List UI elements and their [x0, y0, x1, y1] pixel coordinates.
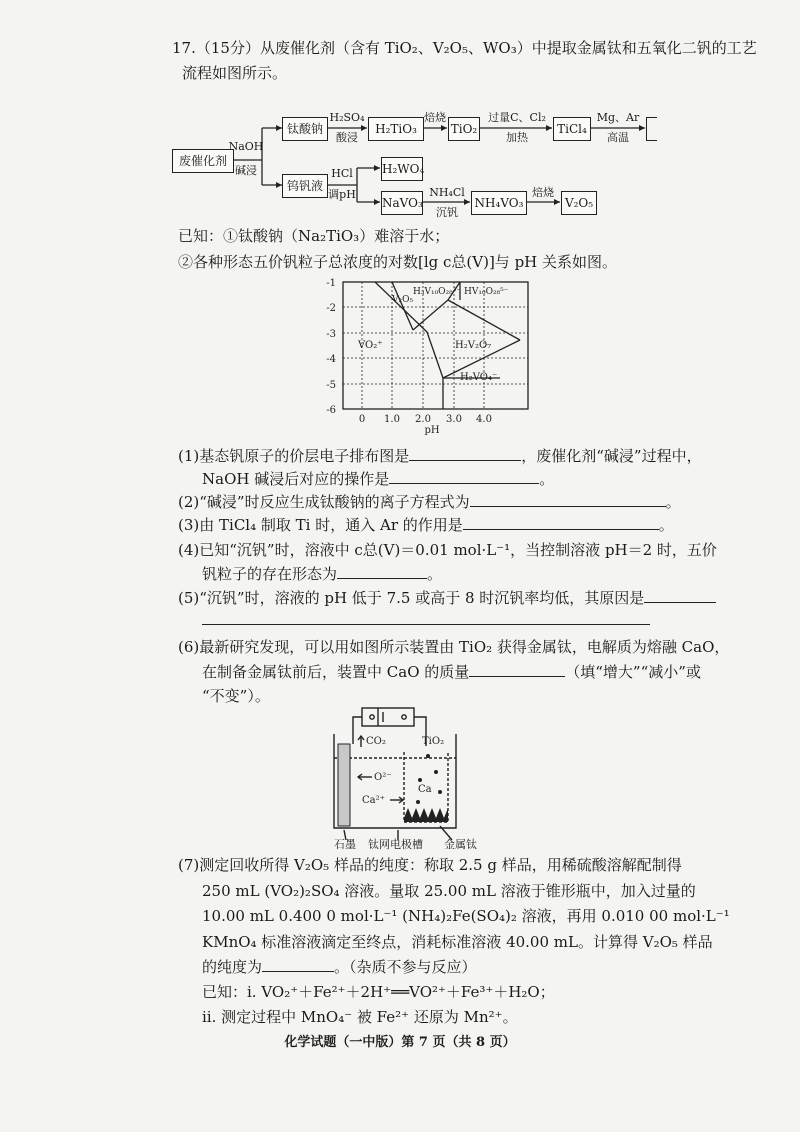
q5-blank-2[interactable]: [202, 624, 650, 625]
q1-blank-2[interactable]: [389, 469, 539, 484]
q7-line2: 250 mL (VO₂)₂SO₄ 溶液。量取 25.00 mL 溶液于锥形瓶中，加入过量的: [202, 882, 696, 900]
flow-h2wo4-box: H₂WO₄: [381, 157, 423, 181]
q5-blank-1[interactable]: [644, 588, 716, 603]
q1-text-d: 。: [539, 470, 555, 488]
region-h3v10o28: H₃V₁₀O₂₈³⁻: [413, 287, 462, 297]
q7-text-f: 。（杂质不参与反应）: [334, 958, 477, 976]
q1-text-a: (1)基态钒原子的价层电子排布图是: [178, 447, 410, 465]
graphite-electrode: [338, 744, 350, 826]
q2-text-b: 。: [665, 493, 681, 511]
q5-line1: [178, 588, 716, 608]
flow-navo3-box: NaVO₃: [381, 191, 423, 215]
q7-known-2: ⅱ. 测定过程中 MnO₄⁻ 被 Fe²⁺ 还原为 Mn²⁺。: [202, 1008, 518, 1026]
label-ca: Ca: [418, 784, 432, 795]
flow-v2o5-box: V₂O₅: [561, 191, 597, 215]
flow-chenfan: 沉钒: [436, 206, 458, 219]
q1-blank-1[interactable]: [409, 446, 521, 461]
q7-blank[interactable]: [262, 957, 334, 972]
region-hv10o28: HV₁₀O₂₈⁵⁻: [464, 287, 509, 297]
q7-text-e: 的纯度为: [202, 958, 263, 976]
label-co2: CO₂: [366, 736, 386, 747]
flow-ticl4-box: TiCl₄: [553, 117, 591, 141]
q1-text-b: ，废催化剂“碱浸”过程中，: [521, 447, 702, 465]
label-o2minus: O²⁻: [374, 772, 392, 783]
y-tick-4: -4: [326, 354, 336, 365]
flow-guoliang: 过量C、Cl₂: [488, 111, 546, 124]
flow-h2tio3-box: H₂TiO₃: [368, 117, 424, 141]
flow-taisuanna-box: 钛酸钠: [282, 117, 328, 141]
tio2-particles: [416, 754, 442, 804]
flow-jianjin: 碱浸: [235, 164, 257, 177]
flow-tiaoph: 调pH: [328, 188, 356, 201]
label-ca2plus: Ca²⁺: [362, 795, 385, 806]
label-tio2: TiO₂: [422, 736, 445, 747]
metal-ti-deposit: [404, 808, 448, 822]
flow-start-box: 废催化剂: [172, 149, 234, 173]
flow-ti-box-partial: [646, 117, 657, 141]
electrolysis-cell-diagram: [320, 700, 500, 850]
x-axis-label: pH: [424, 425, 440, 436]
label-metal-ti: 金属钛: [444, 838, 477, 850]
x-tick-0: 0: [358, 414, 366, 425]
label-graphite: 石墨: [334, 838, 356, 850]
question-header: 17.（15分）从废催化剂（含有 TiO₂、V₂O₅、WO₃）中提取金属钛和五氧化二钒的工艺: [172, 39, 757, 57]
q6-line2: [202, 662, 701, 682]
q3-text-b: 。: [658, 516, 674, 534]
q3-blank[interactable]: [463, 515, 659, 530]
q4-blank[interactable]: [337, 564, 427, 579]
flow-jiare: 加热: [506, 131, 528, 144]
q3-line: [178, 515, 674, 535]
flow-hcl: HCl: [331, 167, 353, 180]
q7-line4: KMnO₄ 标准溶液滴定至终点，消耗标准溶液 40.00 mL。计算得 V₂O₅ 样品: [202, 933, 713, 951]
q7-line1: (7)测定回收所得 V₂O₅ 样品的纯度：称取 2.5 g 样品，用稀硫酸溶解配制得: [178, 856, 682, 874]
q6-line3: “不变”）。: [202, 687, 270, 705]
x-tick-2: 2.0: [415, 414, 431, 425]
q6-line1: (6)最新研究发现，可以用如图所示装置由 TiO₂ 获得金属钛，电解质为熔融 CaO，: [178, 638, 730, 656]
vanadium-phase-diagram: [300, 276, 540, 436]
q4-line2: [202, 564, 442, 584]
q1-line2: [202, 469, 554, 489]
x-tick-4: 4.0: [476, 414, 492, 425]
page-footer: 化学试题（一中版）第 7 页（共 8 页）: [284, 1035, 516, 1050]
y-tick-1: -1: [326, 278, 336, 289]
flow-beishao1: 焙烧: [424, 111, 446, 124]
label-mesh-tank: 钛网电极槽: [368, 838, 423, 850]
y-tick-5: -5: [326, 380, 336, 391]
known-1: 已知：①钛酸钠（Na₂TiO₃）难溶于水；: [178, 227, 450, 245]
flow-tio2-box: TiO₂: [448, 117, 480, 141]
x-tick-1: 1.0: [384, 414, 400, 425]
q4-text-b: 钒粒子的存在形态为: [202, 565, 338, 583]
region-h2v2o7: H₂V₂O₇: [455, 340, 492, 351]
y-tick-2: -2: [326, 303, 336, 314]
x-tick-3: 3.0: [446, 414, 462, 425]
q6-blank[interactable]: [469, 662, 565, 677]
y-tick-3: -3: [326, 329, 336, 340]
region-v2o5: V₂O₅: [392, 295, 414, 305]
q1-line1: [178, 446, 702, 466]
flow-suanjin: 酸浸: [336, 131, 358, 144]
flow-mgar: Mg、Ar: [596, 111, 640, 124]
q2-blank[interactable]: [470, 492, 666, 507]
q4-line1: (4)已知“沉钒”时，溶液中 c总(V)＝0.01 mol·L⁻¹，当控制溶液 pH＝2 时，五价: [178, 541, 717, 559]
q2-line: [178, 492, 681, 512]
q7-known-1: 已知：ⅰ. VO₂⁺＋Fe²⁺＋2H⁺══VO²⁺＋Fe³⁺＋H₂O；: [202, 983, 555, 1001]
region-vo2plus: VO₂⁺: [358, 340, 383, 351]
q5-text-a: (5)“沉钒”时，溶液的 pH 低于 7.5 或高于 8 时沉钒率均低，其原因是: [178, 589, 645, 607]
known-2: ②各种形态五价钒粒子总浓度的对数[lg c总(V)]与 pH 关系如图。: [178, 253, 618, 271]
q1-text-c: NaOH 碱浸后对应的操作是: [202, 470, 390, 488]
flow-naoh: NaOH: [228, 140, 264, 153]
flow-nh4cl: NH₄Cl: [429, 186, 465, 199]
q7-line3: 10.00 mL 0.400 0 mol·L⁻¹ (NH₄)₂Fe(SO₄)₂ 溶液，再用 0.010 00 mol·L⁻¹: [202, 907, 730, 925]
q2-text-a: (2)“碱浸”时反应生成钛酸钠的离子方程式为: [178, 493, 470, 511]
y-tick-6: -6: [326, 405, 336, 416]
flow-gaowen: 高温: [607, 131, 629, 144]
flow-nh4vo3-box: NH₄VO₃: [471, 191, 527, 215]
q4-text-c: 。: [427, 565, 443, 583]
q3-text-a: (3)由 TiCl₄ 制取 Ti 时，通入 Ar 的作用是: [178, 516, 463, 534]
flow-h2so4: H₂SO₄: [329, 111, 365, 124]
flow-beishao2: 焙烧: [532, 186, 554, 199]
q6-text-c: （填“增大”“减小”或: [565, 663, 701, 681]
flow-wuyue-box: 钨钒液: [282, 174, 328, 198]
q6-text-b: 在制备金属钛前后，装置中 CaO 的质量: [202, 663, 470, 681]
q7-line5: [202, 957, 477, 977]
question-header-2: 流程如图所示。: [182, 64, 288, 82]
region-h2vo4: H₂VO₄⁻: [460, 372, 498, 383]
